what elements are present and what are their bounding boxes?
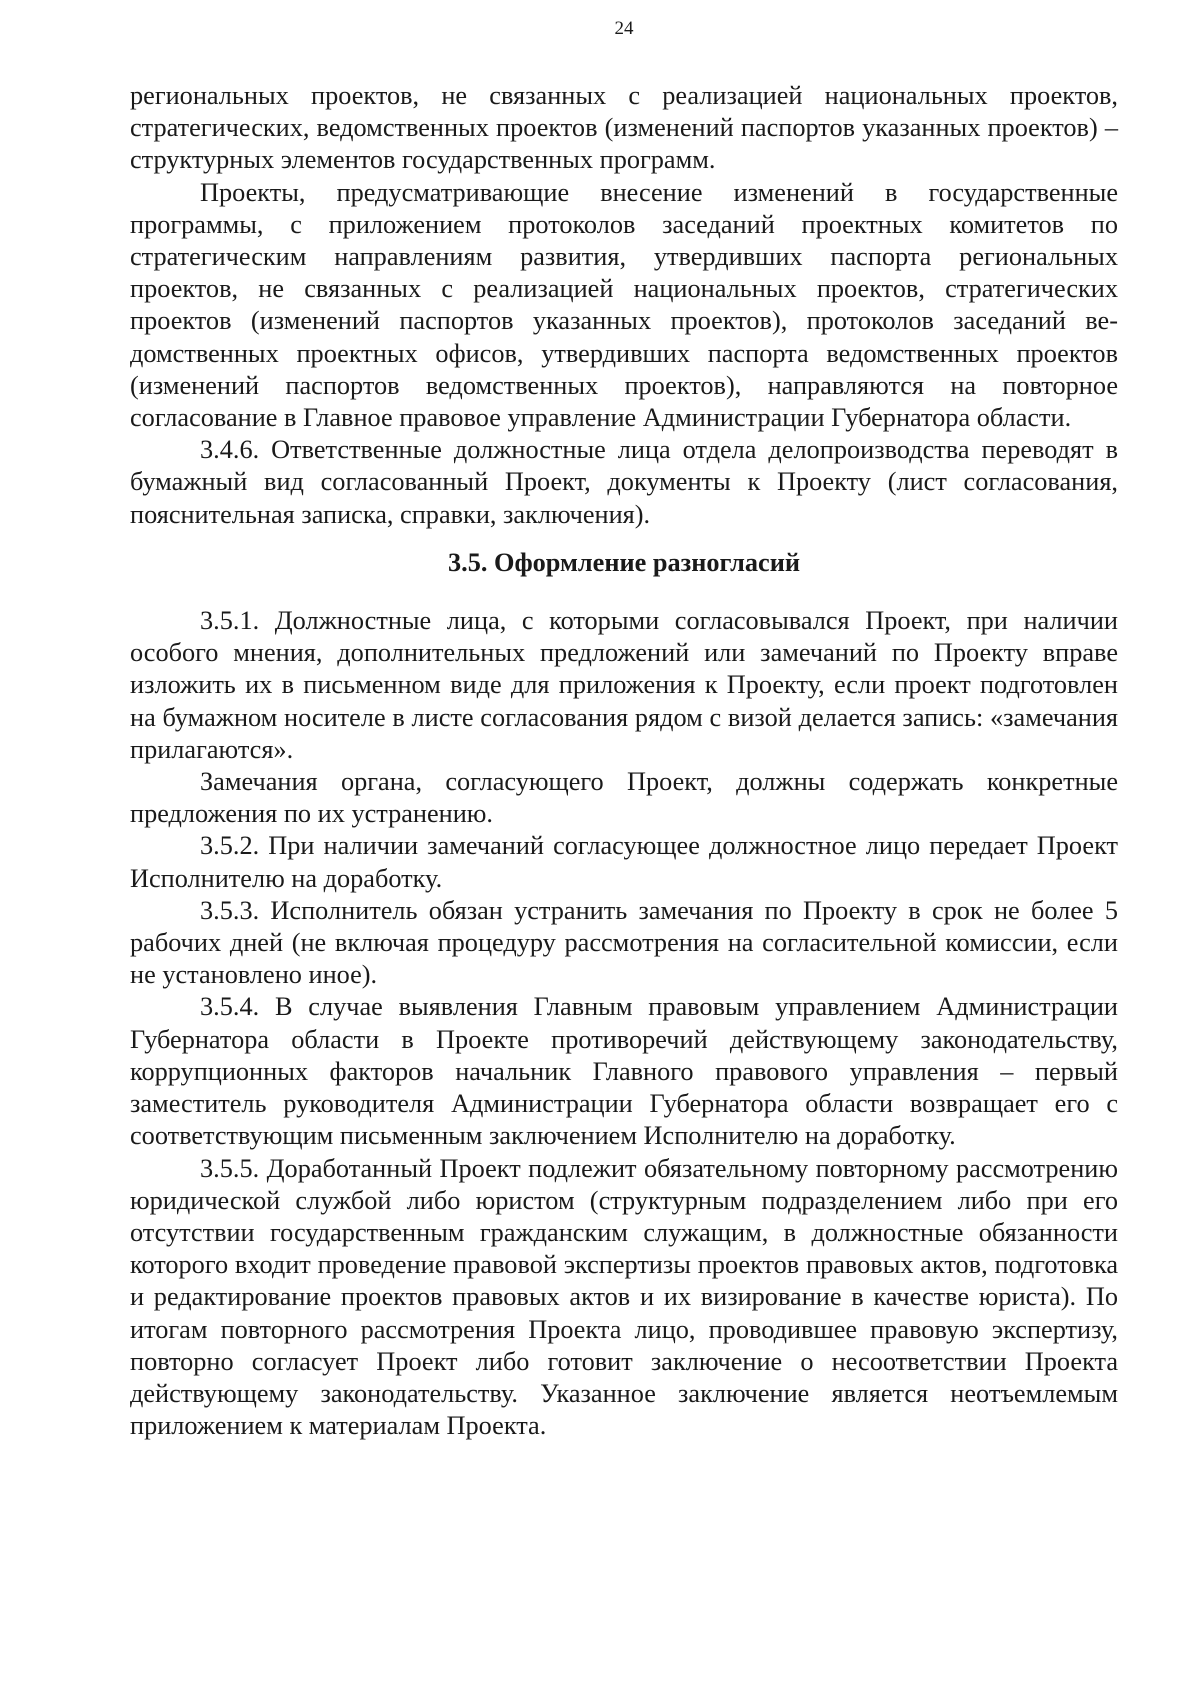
paragraph-remarks: Замечания органа, согласующего Проект, должны содержать конкретные предложения по их устранению. xyxy=(130,767,1118,829)
paragraph-3-5-1: 3.5.1. Должностные лица, с которыми согласовывался Проект, при наличии особого мнения, дополнительных предложений или замечаний по Проекту вправе изложить их в письменном виде для приложения к Проекту, если проект подготовлен на бумажном носителе в листе согласования рядом с визой делается запись: «замечания прилагаются». xyxy=(130,606,1118,764)
paragraph-3-5-3: 3.5.3. Исполнитель обязан устранить замечания по Проекту в срок не более 5 рабочих дней (не включая процедуру рассмотрения на согласительной комиссии, если не установлено иное). xyxy=(130,895,1118,990)
document-body xyxy=(130,80,1118,1442)
paragraph-3-4-6: 3.4.6. Ответственные должностные лица отдела делопроизводства переводят в бумажный вид согласованный Проект, документы к Проекту (лист согласования, пояснительная записка, справки, заключения). xyxy=(130,435,1118,529)
section-heading: 3.5. Оформление разногласий xyxy=(447,547,801,577)
page-number: 24 xyxy=(614,18,634,39)
document-page xyxy=(130,0,1118,1697)
paragraph-continuation: региональных проектов, не связанных с реализацией национальных проектов, стратегических, ведомственных проектов (изменений паспортов указанных проектов) – структурных элементов государственных программ. xyxy=(130,81,1118,175)
paragraph-3-5-4: 3.5.4. В случае выявления Главным правовым управлением Администрации Губернатора области в Проекте противоречий действующему законодательству, коррупционных факторов начальник Главного правового управления – первый заместитель руководителя Администрации Губернатора области возвращает его с соответствующим письменным заключением Исполнителю на доработку. xyxy=(130,992,1118,1151)
paragraph-projects-changes: Проекты, предусматривающие внесение изменений в государственные программы, с приложением протоколов заседаний проектных комитетов по стратегическим направлениям развития, утвердивших паспорта региональных проектов, не связанных с реализацией национальных проектов, стратегических проектов (изменений паспортов указанных проектов), протоколов заседаний ведомственных проектных офисов, утвердивших паспорта ведомственных проектов (изменений паспортов ведомственных проектов), направляются на повторное согласование в Главное правовое управление Администрации Губернатора области. xyxy=(130,177,1118,433)
paragraph-3-5-5: 3.5.5. Доработанный Проект подлежит обязательному повторному рассмотрению юридической службой либо юристом (структурным подразделением либо при его отсутствии государственным гражданским служащим, в должностные обязанности которого входит проведение правовой экспертизы проектов правовых актов, подготовка и редактирование проектов правовых актов и их визирование в качестве юриста). По итогам повторного рассмотрения Проекта лицо, проводившее правовую экспертизу, повторно согласует Проект либо готовит заключение о несоответствии Проекта действующему законодательству. Указанное заключение является неотъемлемым приложением к материалам Проекта. xyxy=(130,1153,1118,1441)
paragraph-3-5-2: 3.5.2. При наличии замечаний согласующее должностное лицо передает Проект Исполнителю на доработку. xyxy=(130,831,1118,893)
